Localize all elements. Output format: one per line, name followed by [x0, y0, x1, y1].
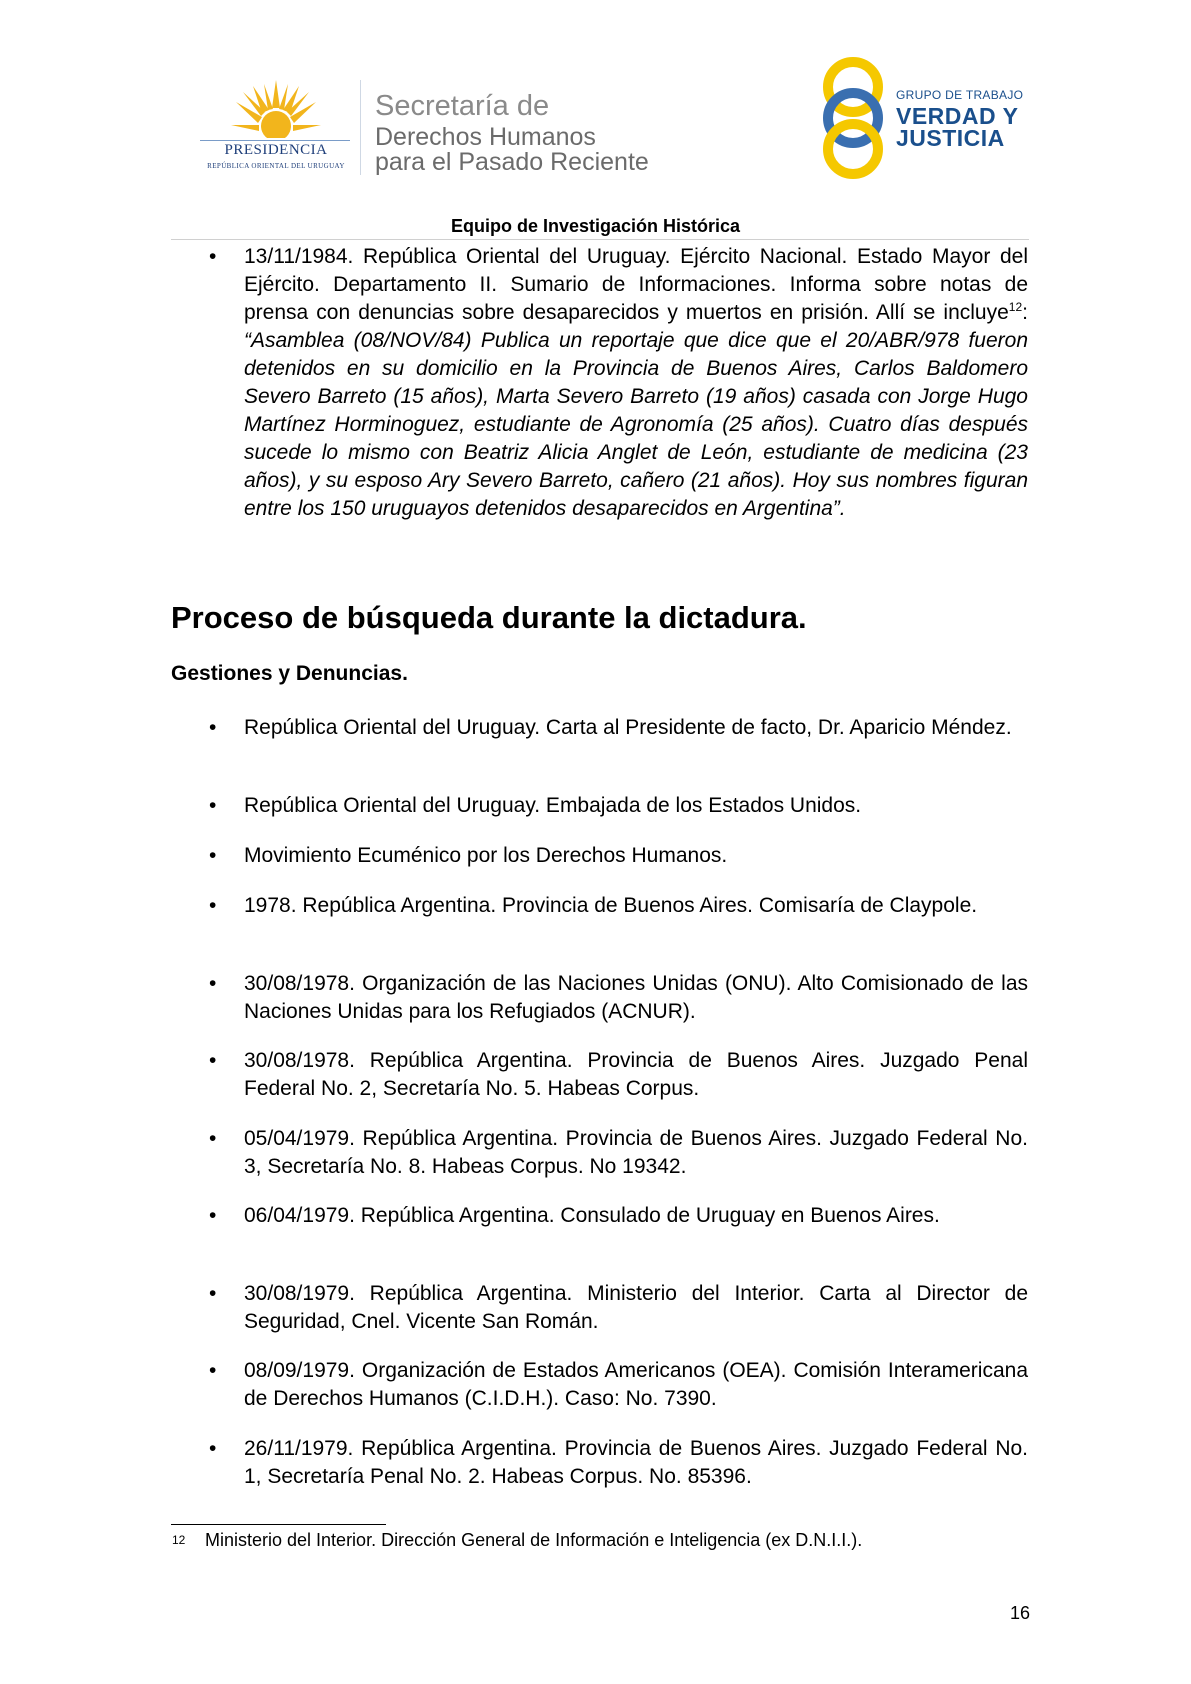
- list-item: 30/08/1978. República Argentina. Provincia de Buenos Aires. Juzgado Penal Federal No. 2, Secretaría No. 5. Habeas Corpus.: [244, 1049, 1028, 1100]
- bullet-icon: •: [209, 972, 217, 995]
- list-item: 08/09/1979. Organización de Estados Americanos (OEA). Comisión Interamericana de Derechos Humanos (C.I.D.H.). Caso: No. 7390.: [244, 1359, 1028, 1410]
- presidencia-label: PRESIDENCIA: [224, 142, 328, 158]
- bullet-icon: •: [209, 794, 217, 817]
- bullet-icon: •: [209, 894, 217, 917]
- grupo-line-3: JUSTICIA: [896, 125, 1005, 151]
- list-item-first: [244, 243, 1028, 523]
- presidencia-sun-logo: [231, 78, 321, 144]
- list-item: Movimiento Ecuménico por los Derechos Humanos.: [244, 844, 728, 867]
- bullet-icon: •: [209, 1437, 217, 1460]
- list-item: 06/04/1979. República Argentina. Consulado de Uruguay en Buenos Aires.: [244, 1204, 940, 1227]
- first-item-colon: :: [1022, 301, 1028, 324]
- grupo-line-1: GRUPO DE TRABAJO: [896, 88, 1024, 102]
- bullet-icon: •: [209, 1204, 217, 1227]
- verdad-justicia-rings-logo: [818, 56, 888, 180]
- subsection-title: Gestiones y Denuncias.: [171, 662, 408, 685]
- bullet-icon: •: [209, 1127, 217, 1150]
- grupo-line-2: VERDAD Y: [896, 103, 1019, 129]
- footnote-rule: [171, 1524, 386, 1525]
- team-heading: Equipo de Investigación Histórica: [450, 216, 741, 236]
- list-item: República Oriental del Uruguay. Embajada de los Estados Unidos.: [244, 794, 862, 817]
- secretaria-line-2: Derechos Humanos: [375, 123, 596, 151]
- page-number: 16: [1009, 1603, 1030, 1623]
- list-item: 30/08/1979. República Argentina. Ministerio del Interior. Carta al Director de Seguridad, Cnel. Vicente San Román.: [244, 1282, 1028, 1333]
- section-title: Proceso de búsqueda durante la dictadura.: [171, 600, 807, 635]
- bullet-icon: •: [209, 844, 217, 867]
- republica-label: REPÚBLICA ORIENTAL DEL URUGUAY: [207, 162, 345, 170]
- list-item: 1978. República Argentina. Provincia de Buenos Aires. Comisaría de Claypole.: [244, 894, 978, 917]
- footnote-number: 12: [172, 1533, 186, 1547]
- bullet-icon: •: [209, 1359, 217, 1382]
- bullet-icon: •: [209, 1282, 217, 1305]
- bullet-icon: •: [209, 1049, 217, 1072]
- secretaria-line-1: Secretaría de: [375, 90, 550, 122]
- bullet-icon: •: [209, 716, 217, 739]
- first-item-text: 13/11/1984. República Oriental del Uruguay. Ejército Nacional. Estado Mayor del Ejército. Departamento II. Sumario de Informaciones. Informa sobre notas de prensa con denuncias sobre desaparecidos y muertos en prisión. Allí se incluye: [244, 245, 1028, 324]
- bullet-icon: •: [209, 245, 217, 268]
- list-item: 05/04/1979. República Argentina. Provincia de Buenos Aires. Juzgado Federal No. 3, Secretaría No. 8. Habeas Corpus. No 19342.: [244, 1127, 1028, 1178]
- list-item: 26/11/1979. República Argentina. Provincia de Buenos Aires. Juzgado Federal No. 1, Secretaría Penal No. 2. Habeas Corpus. No. 85396.: [244, 1437, 1028, 1488]
- first-item-quote: “Asamblea (08/NOV/84) Publica un reportaje que dice que el 20/ABR/978 fueron detenidos en su domicilio en la Provincia de Buenos Aires, Carlos Baldomero Severo Barreto (15 años), Marta Severo Barreto (19 años) casada con Jorge Hugo Martínez Horminoguez, estudiante de Agronomía (25 años). Cuatro días después sucede lo mismo con Beatriz Alicia Anglet de León, estudiante de medicina (23 años), y su esposo Ary Severo Barreto, cañero (21 años). Hoy sus nombres figuran entre los 150 uruguayos detenidos desaparecidos en Argentina”.: [244, 329, 1028, 520]
- page-header: [0, 0, 1191, 236]
- header-rule: [171, 239, 1029, 240]
- list-item: República Oriental del Uruguay. Carta al Presidente de facto, Dr. Aparicio Méndez.: [244, 716, 1012, 739]
- footnote-ref[interactable]: 12: [1008, 300, 1023, 314]
- list-item: 30/08/1978. Organización de las Naciones Unidas (ONU). Alto Comisionado de las Naciones Unidas para los Refugiados (ACNUR).: [244, 972, 1028, 1023]
- header-divider: [360, 80, 361, 175]
- secretaria-line-3: para el Pasado Reciente: [375, 148, 649, 176]
- footnote-text: Ministerio del Interior. Dirección General de Información e Inteligencia (ex D.N.I.I.).: [205, 1530, 863, 1550]
- presidencia-rule: [200, 140, 350, 141]
